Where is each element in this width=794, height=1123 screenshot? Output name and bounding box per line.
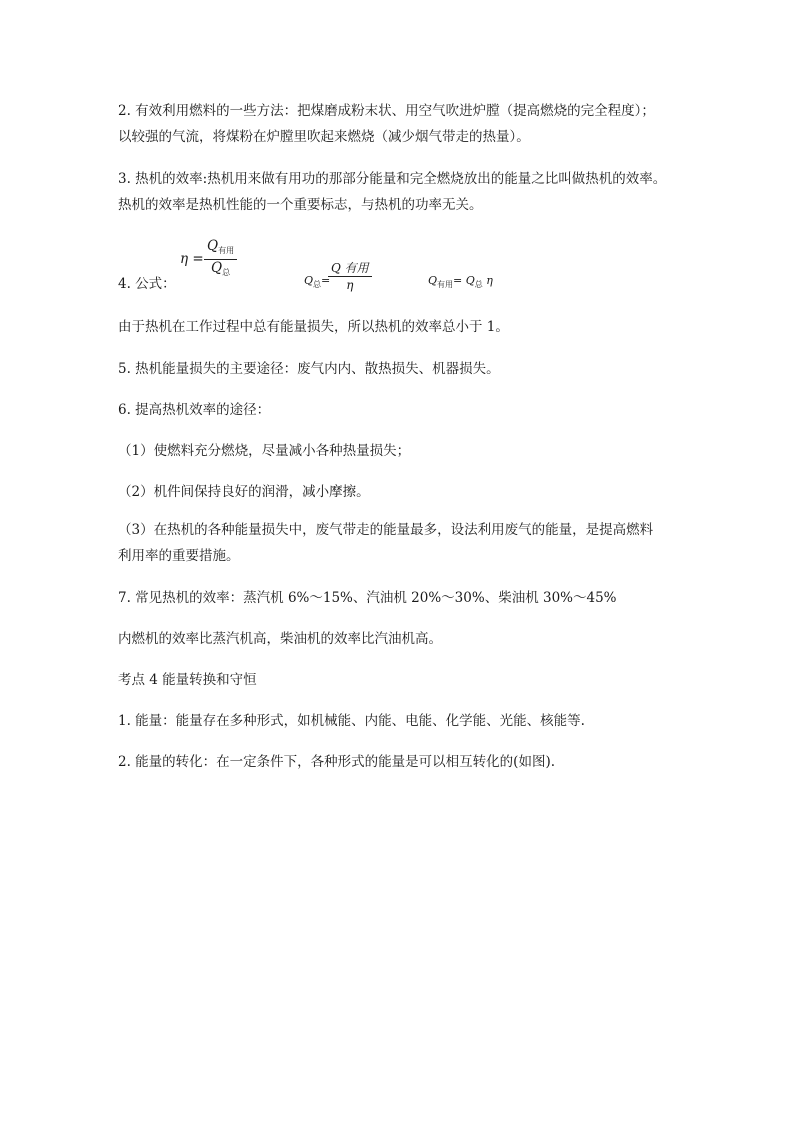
formula2-lhs [304,274,330,290]
paragraph-improve-efficiency-heading: 6. 提高热机效率的途径： [118,402,271,418]
formula3-tail: η [482,274,493,287]
paragraph-efficiency-definition-line2: 热机的效率是热机性能的一个重要标志，与热机的功率无关。 [118,197,483,213]
paragraph-fuel-methods-line2: 以较强的气流，将煤粉在炉膛里吹起来燃烧（减少烟气带走的热量）。 [118,129,530,145]
formula-row [118,238,718,298]
list-item-full-combustion: （1）使燃料充分燃烧，尽量减小各种热量损失； [118,443,411,459]
paragraph-efficiency-definition-line1: 3. 热机的效率:热机用来做有用功的那部分能量和完全燃烧放出的能量之比叫做热机的效率。 [118,171,667,187]
formula3-rhs-subscript: 总 [474,280,483,289]
formula1-fraction [204,238,237,281]
paragraph-energy-conversion: 2. 能量的转化：在一定条件下，各种形式的能量是可以相互转化的(如图). [118,754,555,770]
formula2-numerator: Q 有用 [331,261,369,275]
formula2-lhs-symbol: Q [304,274,314,287]
formula2-fraction [328,260,372,293]
formula1-denominator [208,260,233,281]
formula1-numerator-symbol: Q [207,238,219,254]
formula1-denominator-symbol: Q [211,260,223,276]
paragraph-efficiency-less-than-one: 由于热机在工作过程中总有能量损失，所以热机的效率总小于 1。 [118,319,509,335]
formula3-lhs-symbol: Q [428,274,438,287]
section-heading-energy-conservation: 考点 4 能量转换和守恒 [118,672,257,688]
list-item-exhaust-energy-line1: （3）在热机的各种能量损失中，废气带走的能量最多，设法利用废气的能量，是提高燃料 [118,522,654,538]
formula1-denominator-subscript: 总 [222,268,231,277]
formula3 [428,274,493,290]
formula1-numerator-subscript: 有用 [218,246,235,255]
formula3-rhs-symbol: = Q [453,274,475,287]
formula1-lhs: η = [180,251,204,267]
formula2-lhs-subscript: 总 [313,280,322,289]
formula2-denominator: η [346,278,354,292]
formula2-equals: = [321,274,331,287]
paragraph-common-efficiencies: 7. 常见热机的效率：蒸汽机 6%～15%、汽油机 20%～30%、柴油机 30%～45% [118,590,617,606]
formula-label: 4. 公式： [118,276,176,292]
paragraph-engine-comparison: 内燃机的效率比蒸汽机高，柴油机的效率比汽油机高。 [118,631,442,647]
paragraph-fuel-methods-line1: 2. 有效利用燃料的一些方法：把煤磨成粉末状、用空气吹进炉膛（提高燃烧的完全程度）； [118,103,655,119]
list-item-exhaust-energy-line2: 利用率的重要措施。 [118,548,240,564]
formula1-numerator [204,238,237,259]
paragraph-energy-loss-paths: 5. 热机能量损失的主要途径：废气内内、散热损失、机器损失。 [118,361,500,377]
formula3-lhs-subscript: 有用 [437,280,454,289]
list-item-lubrication: （2）机件间保持良好的润滑，减小摩擦。 [118,484,370,500]
paragraph-energy-forms: 1. 能量：能量存在多种形式，如机械能、内能、电能、化学能、光能、核能等. [118,713,585,729]
